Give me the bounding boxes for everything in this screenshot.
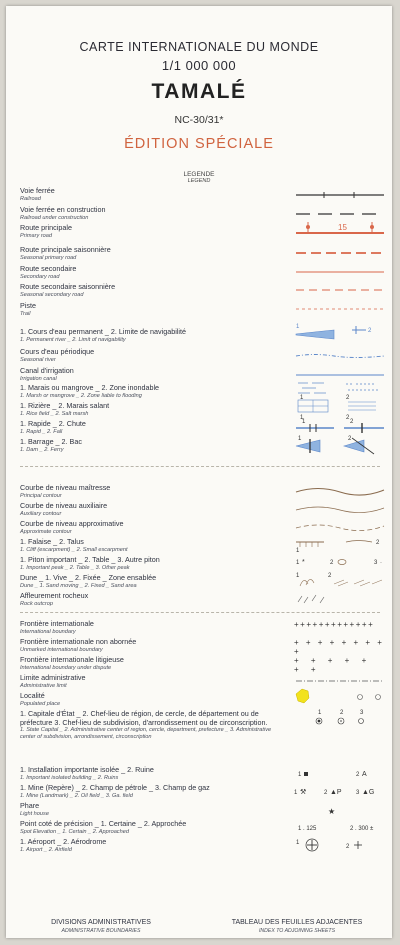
- svg-text:▲G: ▲G: [362, 789, 375, 796]
- symbol-label-2: 2: [330, 560, 334, 566]
- legend-fr: Cours d'eau périodique: [20, 347, 95, 356]
- legend-en: Spot Elevation _ 1. Certain _ 2. Approached: [20, 828, 129, 835]
- legend-fr: 1. Cours d'eau permanent _ 2. Limite de navigabilité: [20, 327, 186, 336]
- dune-symbol: [294, 570, 386, 590]
- symbol-label-2: 2: [376, 540, 380, 546]
- legend-heading-fr: LEGENDE: [183, 171, 215, 178]
- secondary-road-symbol: [294, 265, 386, 285]
- legend-item-seasonal-secondary-road: [20, 283, 290, 298]
- symbol-label-1: 1: [300, 395, 304, 400]
- footer-right-en: INDEX TO ADJOINING SHEETS: [258, 927, 336, 934]
- legend-item-railroad: [20, 187, 290, 202]
- legend-fr: Point coté de précision _ 1. Certaine _ 2. Approchée: [20, 819, 187, 828]
- disputed-boundary-symbol: + + + + + + +: [294, 656, 372, 674]
- legend-en: Populated place: [20, 700, 61, 707]
- symbol-label-2: 2: [340, 710, 344, 716]
- sheet-title: TAMALÉ: [151, 80, 247, 103]
- legend-en: 1. Permanent river _ 2. Limit of navigability: [20, 336, 126, 343]
- legend-fr: Piste: [20, 301, 36, 310]
- legend-item-rapid: [20, 420, 290, 435]
- legend-en: Railroad: [20, 195, 41, 202]
- legend-item-isolated-building: [20, 766, 290, 781]
- legend-fr: Phare: [20, 801, 40, 810]
- symbol-label-2: 2: [346, 415, 350, 420]
- legend-item-irrigation-canal: [20, 367, 290, 382]
- legend-fr: Dune _ 1. Vive _ 2. Fixée _ Zone ensablée: [20, 573, 157, 582]
- legend-heading-en: LEGEND: [187, 178, 211, 184]
- legend-item-trail: [20, 302, 290, 317]
- map-legend-sheet: [6, 6, 392, 938]
- legend-item-spot-elevation: [20, 820, 290, 835]
- legend-en: International boundary under dispute: [20, 664, 112, 671]
- footer-left-fr: DIVISIONS ADMINISTRATIVES: [51, 919, 151, 926]
- legend-fr: Route secondaire saisonnière: [20, 282, 116, 291]
- legend-fr: Affleurement rocheux: [20, 591, 89, 600]
- legend-fr: Voie ferrée en construction: [20, 205, 106, 214]
- legend-item-railroad-construction: [20, 206, 290, 221]
- symbol-label-1: 1 . 125: [298, 826, 317, 832]
- legend-en: 1. Mine (Landmark) _ 2. Oil field _ 3. Ga. field: [20, 792, 133, 799]
- symbol-label-2: 2: [350, 419, 354, 425]
- legend-en: Seasonal river: [20, 356, 56, 363]
- seasonal-primary-road-symbol: [294, 246, 386, 266]
- legend-fr: Frontière internationale non abornée: [20, 637, 137, 646]
- section-divider: [20, 466, 380, 467]
- legend-fr: 1. Rapide _ 2. Chute: [20, 419, 86, 428]
- legend-fr: Courbe de niveau approximative: [20, 519, 124, 528]
- legend-fr: Voie ferrée: [20, 186, 55, 195]
- footer-administrative-boundaries: [16, 919, 186, 934]
- legend-item-lighthouse: [20, 802, 290, 817]
- legend-item-principal-contour: [20, 484, 290, 499]
- symbol-label-2: 2: [348, 436, 352, 442]
- isolated-building-symbol: [294, 764, 386, 784]
- auxiliary-contour-symbol: [294, 500, 386, 520]
- legend-en: Unmarked international boundary: [20, 646, 103, 653]
- legend-fr: Limite administrative: [20, 673, 86, 682]
- legend-item-seasonal-river: [20, 348, 290, 363]
- legend-item-cliff: [20, 538, 290, 553]
- legend-en: Primary road: [20, 232, 53, 239]
- populated-place-symbol: [294, 686, 386, 708]
- legend-en: Irrigation canal: [20, 375, 57, 382]
- legend-item-seasonal-primary-road: [20, 246, 290, 261]
- rock-outcrop-symbol: [294, 590, 386, 610]
- legend-item-primary-road: [20, 224, 290, 239]
- legend-fr: Canal d'irrigation: [20, 366, 74, 375]
- legend-en: 1. Marsh or mangrove _ 2. Zone liable to flooding: [20, 392, 142, 399]
- legend-en: Administrative limit: [20, 682, 67, 689]
- peak-symbol: [294, 552, 386, 572]
- legend-item-disputed-boundary: [20, 656, 290, 671]
- svg-text:★: ★: [328, 807, 336, 816]
- legend-fr: 1. Installation importante isolée _ 2. Ruine: [20, 765, 154, 774]
- legend-en: Rock outcrop: [20, 600, 53, 607]
- permanent-river-symbol: [294, 320, 386, 346]
- symbol-label-2: 2 . 300 ±: [350, 826, 374, 832]
- legend-fr: Frontière internationale: [20, 619, 94, 628]
- legend-item-auxiliary-contour: [20, 502, 290, 517]
- symbol-label-1: 1: [296, 324, 300, 330]
- road-number-label: 15: [338, 223, 347, 232]
- legend-item-populated-place: [20, 692, 290, 707]
- symbol-label-3: 3: [360, 710, 364, 716]
- svg-text:*: *: [302, 559, 305, 566]
- legend-en: Dune _ 1. Sand moving _ 2. Fixed _ Sand area: [20, 582, 137, 589]
- legend-en: International boundary: [20, 628, 76, 635]
- legend-fr: 1. Piton important _ 2. Table _ 3. Autre piton: [20, 555, 160, 564]
- footer-adjoining-sheets: [212, 919, 382, 934]
- legend-fr: 1. Marais ou mangrove _ 2. Zone inondable: [20, 383, 160, 392]
- cliff-symbol: [294, 534, 386, 554]
- airport-symbol: [294, 834, 386, 856]
- legend-en: 1. Dam _ 2. Ferry: [20, 446, 64, 453]
- legend-item-marsh: [20, 384, 290, 399]
- legend-fr: Frontière internationale litigieuse: [20, 655, 124, 664]
- legend-fr: Courbe de niveau auxiliaire: [20, 501, 108, 510]
- legend-en: 1. Rice field _ 2. Salt marsh: [20, 410, 89, 417]
- series-title: CARTE INTERNATIONALE DU MONDE: [79, 40, 319, 54]
- legend-item-dune: [20, 574, 290, 589]
- symbol-label-2: 2: [346, 395, 350, 400]
- legend-en: 1. Airport _ 2. Airfield: [20, 846, 72, 853]
- symbol-label-1: 1: [296, 573, 300, 579]
- svg-text:·: ·: [380, 560, 382, 566]
- legend-fr: 1. Capitale d'État _ 2. Chef-lieu de région, de cercle, de département ou de préfecture 3. Chef-lieu de subdivision, d'arrondissement ou de circonscription.: [20, 709, 268, 727]
- mine-symbol: [294, 782, 386, 802]
- legend-item-international-boundary: [20, 620, 290, 635]
- legend-en: 1. Important peak _ 2. Table _ 3. Other peak: [20, 564, 130, 571]
- seasonal-secondary-road-symbol: [294, 283, 386, 303]
- symbol-label-1: 1: [296, 560, 300, 566]
- footer-left-en: ADMINISTRATIVE BOUNDARIES: [61, 927, 141, 934]
- legend-en: Light house: [20, 810, 49, 817]
- sheet-code: NC-30/31*: [174, 114, 224, 126]
- legend-fr: 1. Barrage _ 2. Bac: [20, 437, 82, 446]
- legend-item-rice-field: [20, 402, 290, 417]
- legend-en: 1. Rapid _ 2. Fall: [20, 428, 63, 435]
- legend-en: Railroad under construction: [20, 214, 89, 221]
- legend-item-approximate-contour: [20, 520, 290, 535]
- symbol-label-1: 1: [294, 790, 298, 796]
- symbol-label-1: 1: [300, 415, 304, 420]
- symbol-label-3: 3: [374, 560, 378, 566]
- legend-heading: [6, 171, 392, 185]
- legend-item-dam: [20, 438, 290, 453]
- legend-fr: 1. Rizière _ 2. Marais salant: [20, 401, 110, 410]
- symbol-label-1: 1: [298, 436, 302, 442]
- symbol-label-1: 1: [296, 548, 300, 554]
- svg-text:A: A: [362, 771, 367, 778]
- legend-en: 1. State Capital _ 2. Administrative center of region, cercle, department, prefecture _ 3. Administrative center of subdivision, arrondissement, circonscription: [20, 727, 272, 740]
- legend-en: Secondary road: [20, 273, 60, 280]
- symbol-label-1: 1: [298, 772, 302, 778]
- symbol-label-2: 2: [346, 844, 350, 850]
- symbol-label-2: 2: [368, 328, 372, 334]
- legend-item-capital: [20, 710, 284, 741]
- section-divider: [20, 612, 380, 613]
- scale-label: 1/1 000 000: [161, 58, 237, 73]
- legend-fr: 1. Aéroport _ 2. Aérodrome: [20, 837, 107, 846]
- legend-en: Auxiliary contour: [20, 510, 62, 517]
- legend-en: Trail: [20, 310, 31, 317]
- legend-item-rock-outcrop: [20, 592, 290, 607]
- railroad-symbol: [294, 187, 386, 207]
- symbol-label-1: 1: [302, 419, 306, 425]
- capital-symbol: [294, 706, 386, 728]
- legend-fr: Route secondaire: [20, 264, 77, 273]
- legend-fr: Courbe de niveau maîtresse: [20, 483, 111, 492]
- legend-en: Seasonal secondary road: [20, 291, 84, 298]
- symbol-label-2: 2: [356, 772, 360, 778]
- seasonal-river-symbol: [294, 348, 386, 368]
- legend-item-administrative-limit: [20, 674, 290, 689]
- legend-item-secondary-road: [20, 265, 290, 280]
- legend-fr: Route principale: [20, 223, 72, 232]
- legend-item-permanent-river: [20, 328, 290, 343]
- primary-road-symbol: [294, 218, 386, 242]
- legend-en: Principal contour: [20, 492, 62, 499]
- legend-item-unmarked-boundary: [20, 638, 290, 653]
- legend-en: Seasonal primary road: [20, 254, 77, 261]
- symbol-label-1: 1: [296, 840, 300, 846]
- svg-text:⚒: ⚒: [300, 789, 307, 796]
- legend-item-peak: [20, 556, 290, 571]
- legend-fr: 1. Mine (Repère) _ 2. Champ de pétrole _ 3. Champ de gaz: [20, 783, 210, 792]
- symbol-label-1: 1: [318, 710, 322, 716]
- dam-symbol: [294, 434, 386, 458]
- international-boundary-symbol: +++++++++++++: [294, 620, 375, 629]
- footer-right-fr: TABLEAU DES FEUILLES ADJACENTES: [231, 919, 363, 926]
- legend-fr: 1. Falaise _ 2. Talus: [20, 537, 84, 546]
- marsh-symbol: [294, 378, 386, 400]
- legend-item-airport: [20, 838, 290, 853]
- symbol-label-2: 2: [328, 573, 332, 579]
- edition-label: ÉDITION SPÉCIALE: [124, 136, 274, 152]
- symbol-label-3: 3: [356, 790, 360, 796]
- legend-item-mine: [20, 784, 290, 799]
- legend-fr: Route principale saisonnière: [20, 245, 111, 254]
- legend-fr: Localité: [20, 691, 45, 700]
- legend-en: 1. Cliff (escarpment) _ 2. Small escarpment: [20, 546, 128, 553]
- unmarked-boundary-symbol: + + + + + + + + +: [294, 638, 385, 656]
- principal-contour-symbol: [294, 482, 386, 502]
- symbol-label-2: 2: [324, 790, 328, 796]
- trail-symbol: [294, 302, 386, 322]
- legend-en: 1. Important isolated building _ 2. Ruins: [20, 774, 119, 781]
- legend-en: Approximate contour: [20, 528, 72, 535]
- svg-text:▲P: ▲P: [330, 789, 342, 796]
